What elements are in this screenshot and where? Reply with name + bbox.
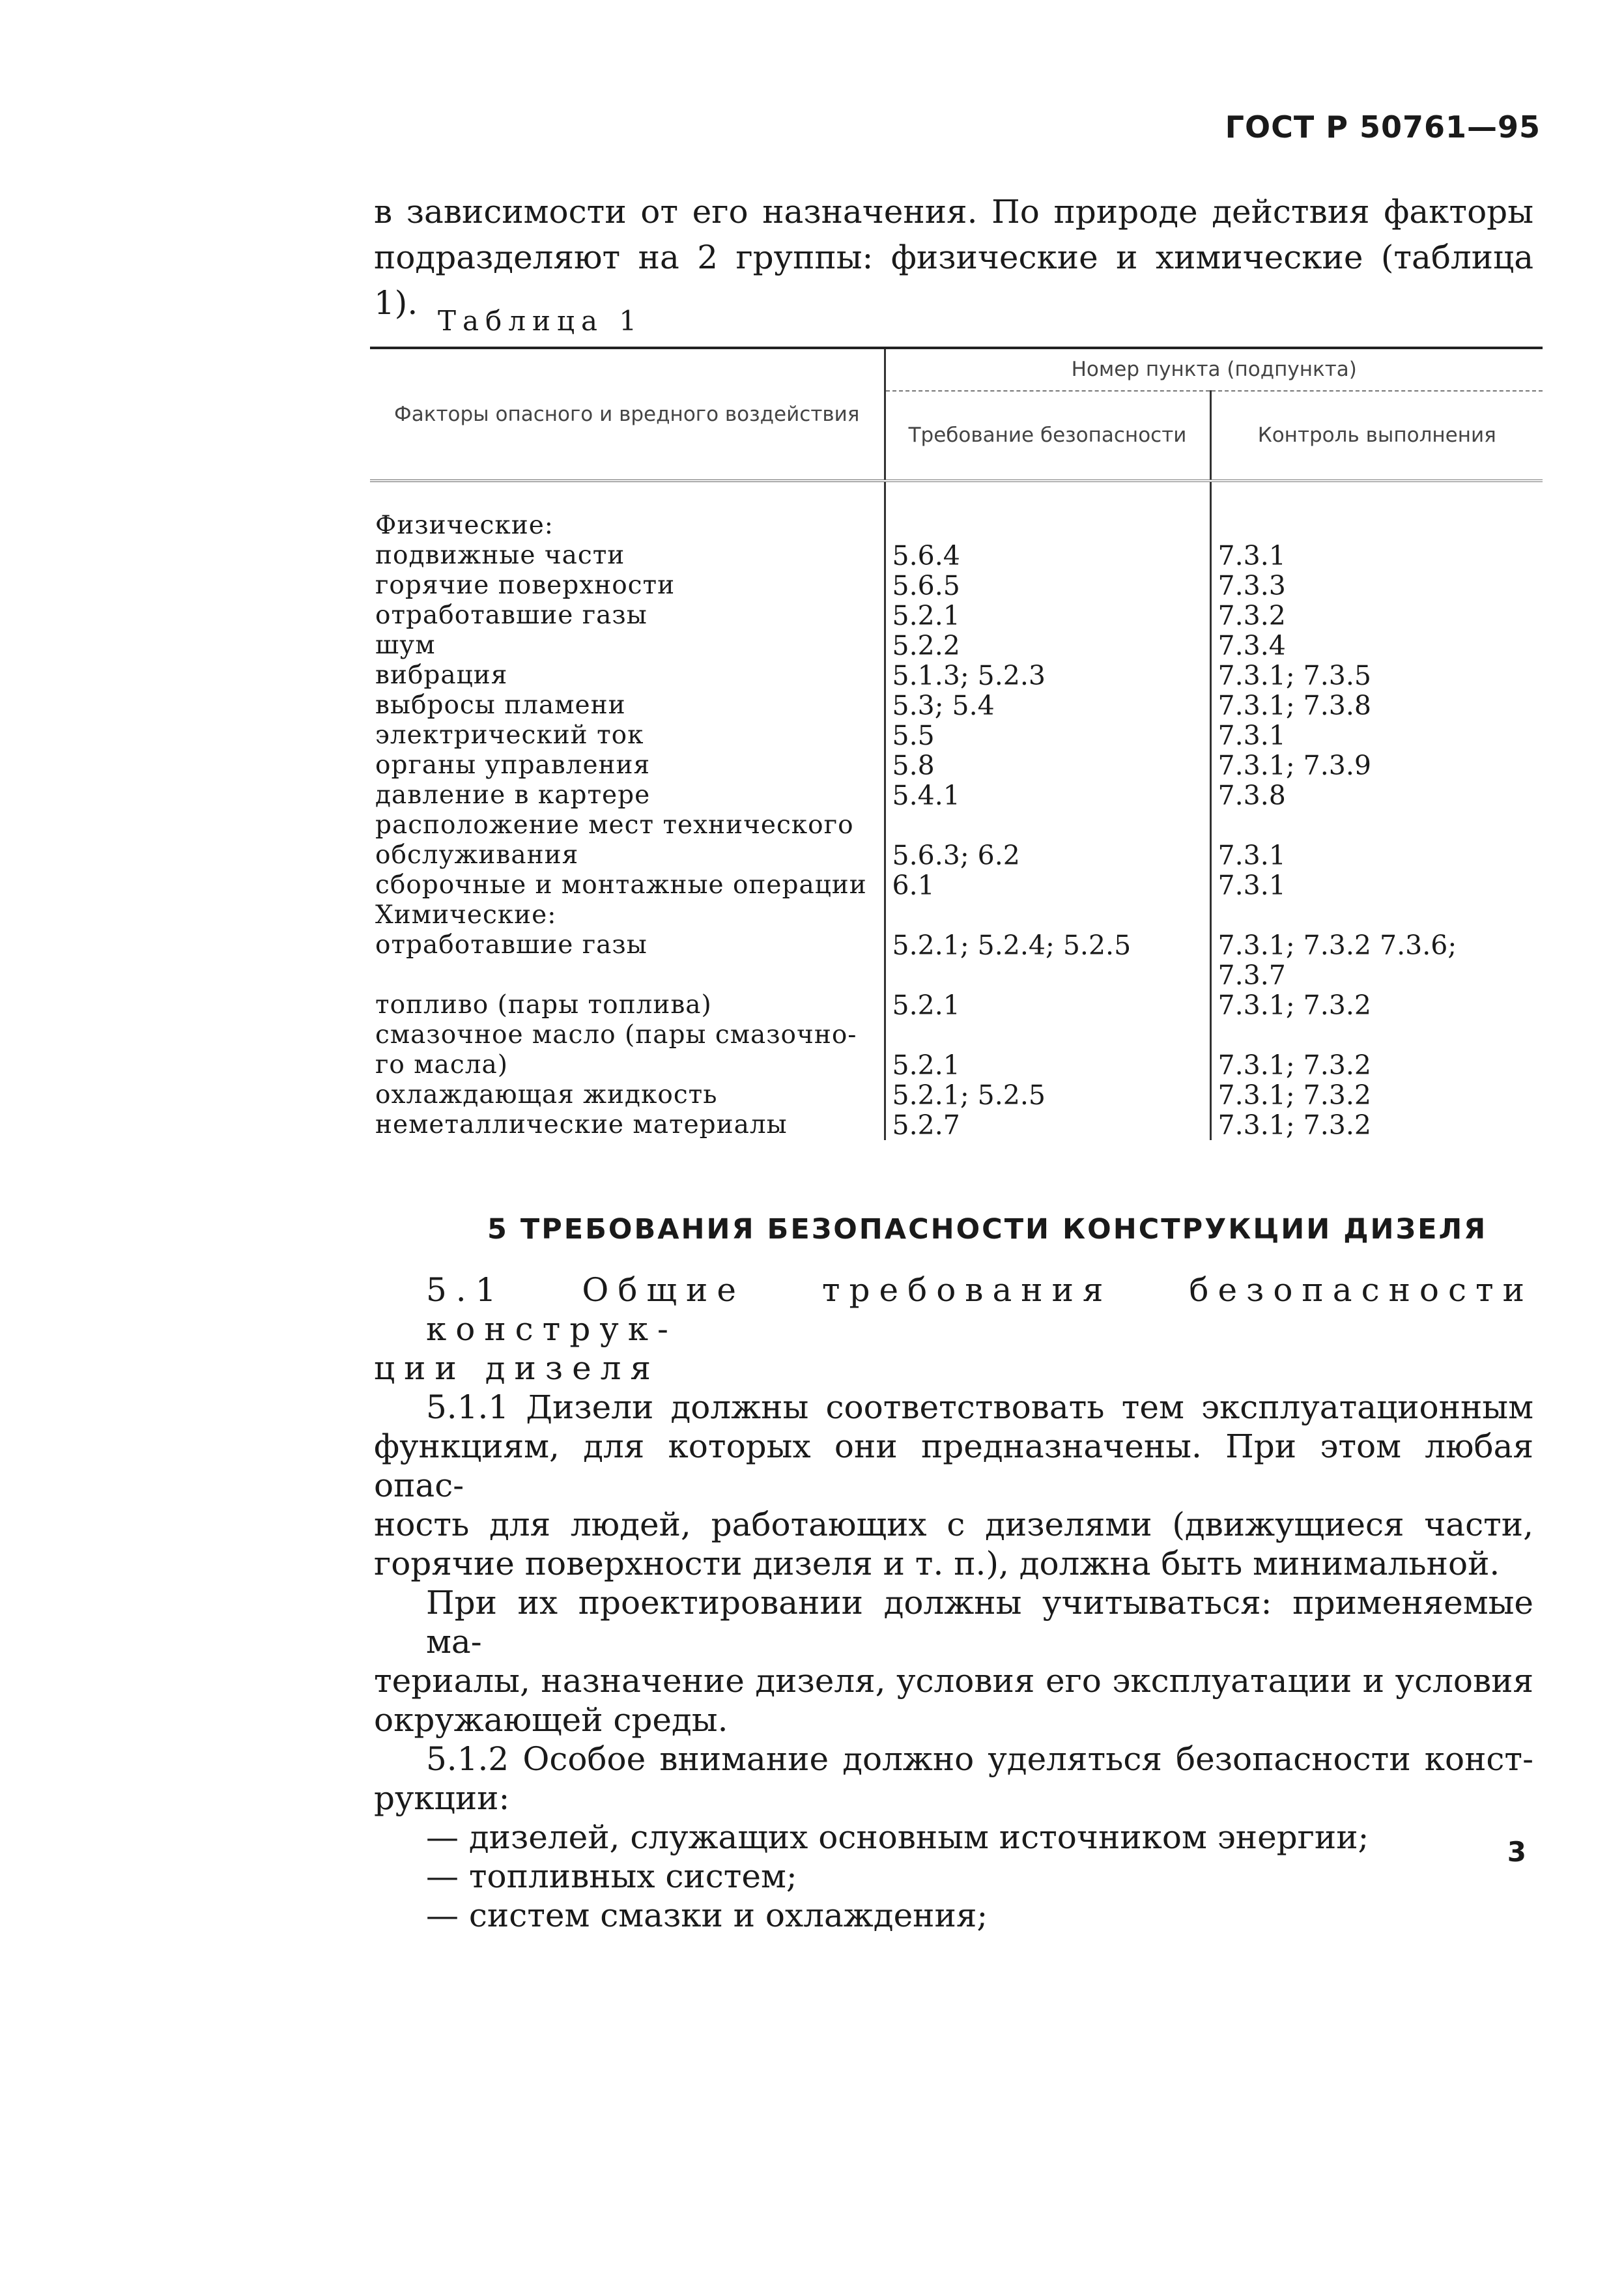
paragraph-line: функциям, для которых они предназначены. При этом любая опас- [374,1427,1533,1504]
column-header-group: Номер пункта (подпункта) [885,348,1543,391]
control-ref: 7.3.1; 7.3.2 [1210,1050,1543,1080]
section-body [374,1270,1533,1935]
table-row [370,1020,1543,1050]
table-row [370,900,1543,930]
factor-name: Химические: [375,900,557,930]
document-code: ГОСТ Р 50761—95 [1225,109,1541,145]
factor-name: сборочные и монтажные операции [375,870,867,900]
table-row [370,990,1543,1020]
list-item: — топливных систем; [426,1857,797,1895]
factor-name: давление в картере [375,780,651,810]
requirement-ref: 5.6.5 [885,571,1210,601]
table-row [370,1110,1543,1140]
factor-name: органы управления [375,751,651,780]
table-row [370,541,1543,571]
subsection-heading: 5.1 Общие требования безопасности конструк- [426,1271,1533,1348]
table-caption: Таблица 1 [438,305,644,337]
control-ref: 7.3.1; 7.3.2 7.3.6; [1210,930,1543,960]
control-ref: 7.3.4 [1210,631,1543,661]
table-row [370,661,1543,691]
control-ref: 7.3.1 [1210,541,1543,571]
control-ref [1210,900,1543,930]
requirement-ref: 5.2.1; 5.2.5 [885,1080,1210,1110]
control-ref: 7.3.8 [1210,780,1543,810]
control-ref [1210,810,1543,840]
control-ref: 7.3.1; 7.3.2 [1210,990,1543,1020]
control-ref: 7.3.2 [1210,601,1543,631]
control-ref: 7.3.1; 7.3.2 [1210,1110,1543,1140]
paragraph-line: При их проектировании должны учитываться: применяемые ма- [426,1584,1533,1661]
requirement-ref: 5.2.1 [885,601,1210,631]
requirement-ref [885,810,1210,840]
requirement-ref: 5.2.7 [885,1110,1210,1140]
paragraph-line: 5.1.2 Особое внимание должно уделяться безопасности конст- [426,1740,1533,1778]
table-row [370,870,1543,900]
factor-name: Физические: [375,511,554,540]
table-row [370,1080,1543,1110]
intro-line: в зависимости от его назначения. По природе действия факторы [374,193,1533,231]
control-ref [1210,511,1543,541]
factor-name [370,960,885,990]
table-row [370,721,1543,751]
factor-name: обслуживания [375,840,579,870]
requirement-ref [885,900,1210,930]
factor-name: охлаждающая жидкость [375,1080,718,1109]
subsection-heading: ции дизеля [374,1349,660,1387]
requirement-ref: 5.1.3; 5.2.3 [885,661,1210,691]
factor-name: го масла) [375,1050,508,1080]
control-ref: 7.3.1 [1210,721,1543,751]
requirement-ref: 5.5 [885,721,1210,751]
table-row [370,691,1543,721]
paragraph-line: териалы, назначение дизеля, условия его эксплуатации и условия [374,1662,1533,1700]
control-ref: 7.3.1; 7.3.8 [1210,691,1543,721]
table-row [370,930,1543,960]
requirement-ref [885,1020,1210,1050]
control-ref: 7.3.1; 7.3.2 [1210,1080,1543,1110]
paragraph-line: горячие поверхности дизеля и т. п.), должна быть минимальной. [374,1545,1500,1582]
table-row [370,1050,1543,1080]
factor-name: расположение мест технического [375,810,854,840]
requirement-ref: 5.3; 5.4 [885,691,1210,721]
requirement-ref: 5.8 [885,751,1210,780]
table-row [370,511,1543,541]
control-ref: 7.3.3 [1210,571,1543,601]
control-ref: 7.3.1; 7.3.9 [1210,751,1543,780]
requirement-ref: 5.6.3; 6.2 [885,840,1210,870]
section-title: 5 ТРЕБОВАНИЯ БЕЗОПАСНОСТИ КОНСТРУКЦИИ ДИЗЕЛЯ [487,1213,1488,1246]
requirement-ref: 5.4.1 [885,780,1210,810]
factor-name: отработавшие газы [375,601,648,630]
factor-name: шум [375,631,436,660]
table-row [370,571,1543,601]
factor-name: отработавшие газы [375,930,648,960]
table-row [370,631,1543,661]
factor-name: неметаллические материалы [375,1110,788,1139]
table-row [370,780,1543,810]
table-row [370,960,1543,990]
factor-name: горячие поверхности [375,571,676,600]
column-header-factor: Факторы опасного и вредного воздействия [370,348,885,481]
control-ref: 7.3.7 [1210,960,1543,990]
list-item: — дизелей, служащих основным источником энергии; [426,1818,1369,1856]
factor-name: электрический ток [375,721,644,750]
column-header-control: Контроль выполнения [1210,391,1543,481]
requirement-ref [885,511,1210,541]
factor-name: топливо (пары топлива) [375,990,712,1020]
requirement-ref: 5.2.2 [885,631,1210,661]
factor-name: подвижные части [375,541,625,570]
paragraph-line: 5.1.1 Дизели должны соответствовать тем эксплуатационным [426,1388,1533,1426]
control-ref: 7.3.1; 7.3.5 [1210,661,1543,691]
page-number: 3 [1507,1836,1526,1868]
requirement-ref: 5.2.1 [885,990,1210,1020]
intro-line: подразделяют на 2 группы: физические и химические (таблица 1). [374,238,1533,322]
control-ref: 7.3.1 [1210,840,1543,870]
factor-name: вибрация [375,661,508,690]
factor-name: выбросы пламени [375,691,626,720]
column-header-requirement: Требование безопасности [885,391,1210,481]
requirement-ref [885,960,1210,990]
table-row [370,601,1543,631]
table-row [370,751,1543,780]
table-row [370,840,1543,870]
paragraph-line: ность для людей, работающих с дизелями (движущиеся части, [374,1506,1533,1543]
requirement-ref: 5.2.1 [885,1050,1210,1080]
table-row [370,810,1543,840]
requirement-ref: 5.6.4 [885,541,1210,571]
factor-name: смазочное масло (пары смазочно- [375,1020,857,1050]
control-ref: 7.3.1 [1210,870,1543,900]
control-ref [1210,1020,1543,1050]
requirement-ref: 6.1 [885,870,1210,900]
list-item: — систем смазки и охлаждения; [426,1896,988,1934]
paragraph-line: окружающей среды. [374,1701,728,1739]
paragraph-line: рукции: [374,1779,510,1817]
factors-table [370,347,1543,1140]
requirement-ref: 5.2.1; 5.2.4; 5.2.5 [885,930,1210,960]
